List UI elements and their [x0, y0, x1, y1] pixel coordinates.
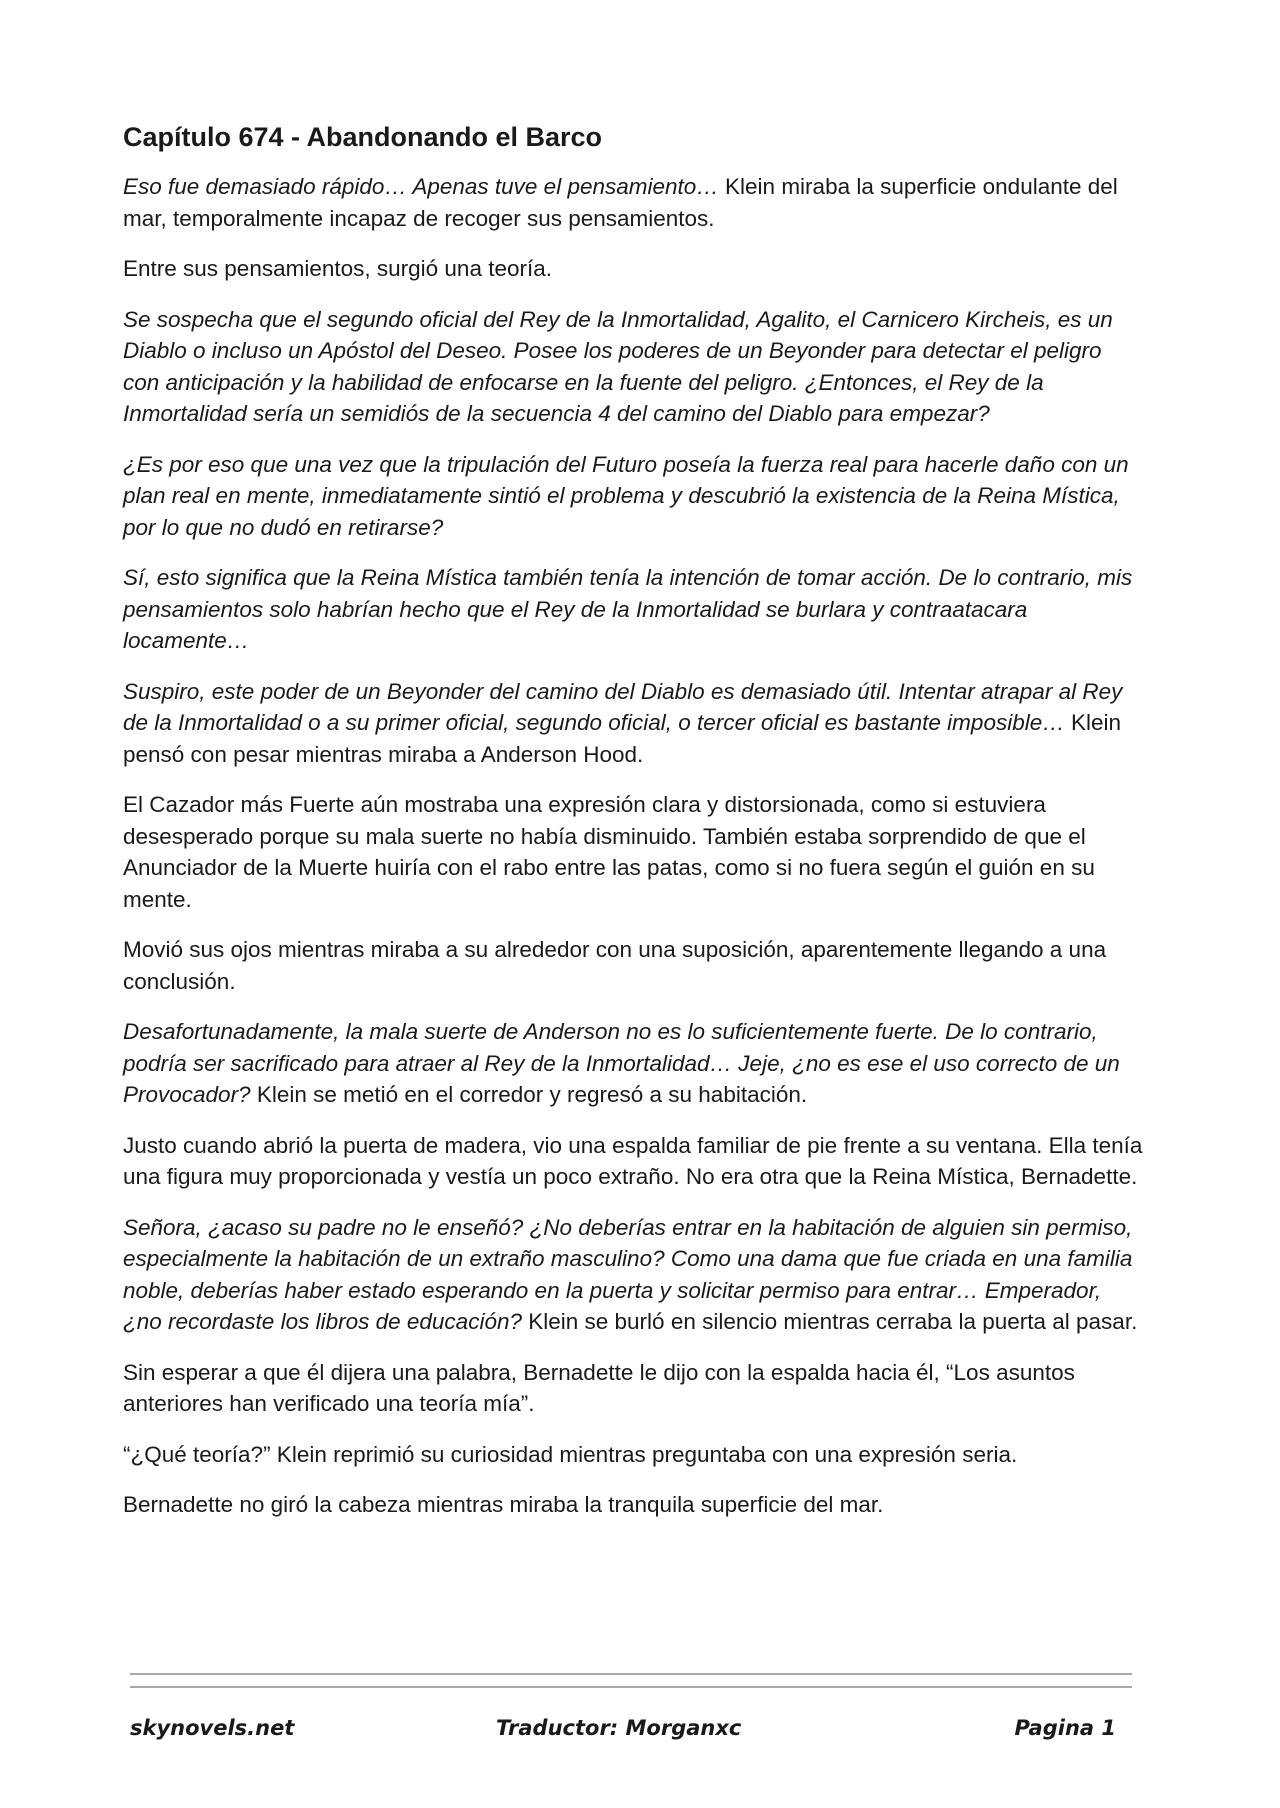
document-body [123, 120, 1143, 1540]
paragraph [123, 1212, 1143, 1338]
text-run: Movió sus ojos mientras miraba a su alrededor con una suposición, aparentemente llegando a una conclusión. [123, 937, 1107, 994]
footer-translator: Traductor: Morganxc [496, 1716, 742, 1740]
text-run: “¿Qué teoría?” Klein reprimió su curiosidad mientras preguntaba con una expresión seria. [123, 1441, 1018, 1467]
paragraph [123, 1016, 1143, 1111]
footer-page-number: Pagina 1 [1014, 1716, 1116, 1740]
footer-site: skynovels.net [130, 1716, 295, 1740]
italic-text-run: Eso fue demasiado rápido… Apenas tuve el pensamiento… [123, 174, 719, 200]
italic-text-run: Sí, esto significa que la Reina Mística también tenía la intención de tomar acción. De lo contrario, mis pensamientos solo habrían hecho que el Rey de la Inmortalidad se burlara y contraatacara locamente… [123, 565, 1133, 654]
paragraph [123, 171, 1143, 234]
text-run: Sin esperar a que él dijera una palabra, Bernadette le dijo con la espalda hacia él, “Los asuntos anteriores han verificado una teoría mía”. [123, 1359, 1075, 1417]
text-run: Entre sus pensamientos, surgió una teoría. [123, 256, 552, 282]
text-run: Bernadette no giró la cabeza mientras miraba la tranquila superficie del mar. [123, 1492, 884, 1518]
text-run: Justo cuando abrió la puerta de madera, vio una espalda familiar de pie frente a su ventana. Ella tenía una figura muy proporcionada y vestía un poco extraño. No era otra que la Reina Mística, Bernadette. [123, 1132, 1143, 1190]
italic-text-run: Se sospecha que el segundo oficial del Rey de la Inmortalidad, Agalito, el Carnicero Kircheis, es un Diablo o incluso un Apóstol del Deseo. Posee los poderes de un Beyonder para detectar el peligro con anticipación y la habilidad de enfocarse en la fuente del peligro. ¿Entonces, el Rey de la Inmortalidad sería un semidiós de la secuencia 4 del camino del Diablo para empezar? [123, 306, 1113, 427]
paragraph [123, 449, 1143, 544]
paragraph [123, 562, 1143, 657]
italic-text-run: ¿Es por eso que una vez que la tripulación del Futuro poseía la fuerza real para hacerle daño con un plan real en mente, inmediatamente sintió el problema y descubrió la existencia de la Reina Mística, por lo que no dudó en retirarse? [123, 451, 1129, 540]
paragraph [123, 1357, 1143, 1420]
paragraph [123, 1489, 1143, 1521]
text-run: Klein pensó con pesar mientras miraba a Anderson Hood. [123, 710, 1122, 767]
paragraph [123, 253, 1143, 285]
footer-divider [130, 1673, 1132, 1699]
paragraph [123, 934, 1143, 997]
text-run: Klein se burló en silencio mientras cerraba la puerta al pasar. [521, 1309, 1138, 1335]
paragraph [123, 676, 1143, 771]
italic-text-run: Desafortunadamente, la mala suerte de Anderson no es lo suficientemente fuerte. De lo contrario, podría ser sacrificado para atraer al Rey de la Inmortalidad… Jeje, ¿no es ese el uso correcto de un Provocador? [123, 1019, 1120, 1108]
chapter-title: Capítulo 674 - Abandonando el Barco [123, 122, 603, 152]
footer-rule-bottom [130, 1686, 1132, 1688]
paragraph [123, 789, 1143, 915]
paragraph [123, 1130, 1143, 1193]
paragraph [123, 304, 1143, 430]
text-run: Klein miraba la superficie ondulante del mar, temporalmente incapaz de recoger sus pensamientos. [123, 174, 1118, 231]
text-run: El Cazador más Fuerte aún mostraba una expresión clara y distorsionada, como si estuviera desesperado porque su mala suerte no había disminuido. También estaba sorprendido de que el Anunciador de la Muerte huiría con el rabo entre las patas, como si no fuera según el guión en su mente. [123, 792, 1095, 912]
italic-text-run: Señora, ¿acaso su padre no le enseñó? ¿No deberías entrar en la habitación de alguien sin permiso, especialmente la habitación de un extraño masculino? Como una dama que fue criada en una familia noble, deberías haber estado esperando en la puerta y solicitar permiso para entrar… Emperador, ¿no recordaste los libros de educación? [123, 1214, 1133, 1335]
italic-text-run: Suspiro, este poder de un Beyonder del camino del Diablo es demasiado útil. Intentar atrapar al Rey de la Inmortalidad o a su primer oficial, segundo oficial, o tercer oficial es bastante imposible… [123, 678, 1123, 736]
footer-rule-top [130, 1673, 1132, 1675]
text-run: Klein se metió en el corredor y regresó a su habitación. [250, 1082, 808, 1108]
page-footer [130, 1716, 1132, 1746]
paragraph-list [123, 171, 1143, 1521]
paragraph [123, 1439, 1143, 1471]
